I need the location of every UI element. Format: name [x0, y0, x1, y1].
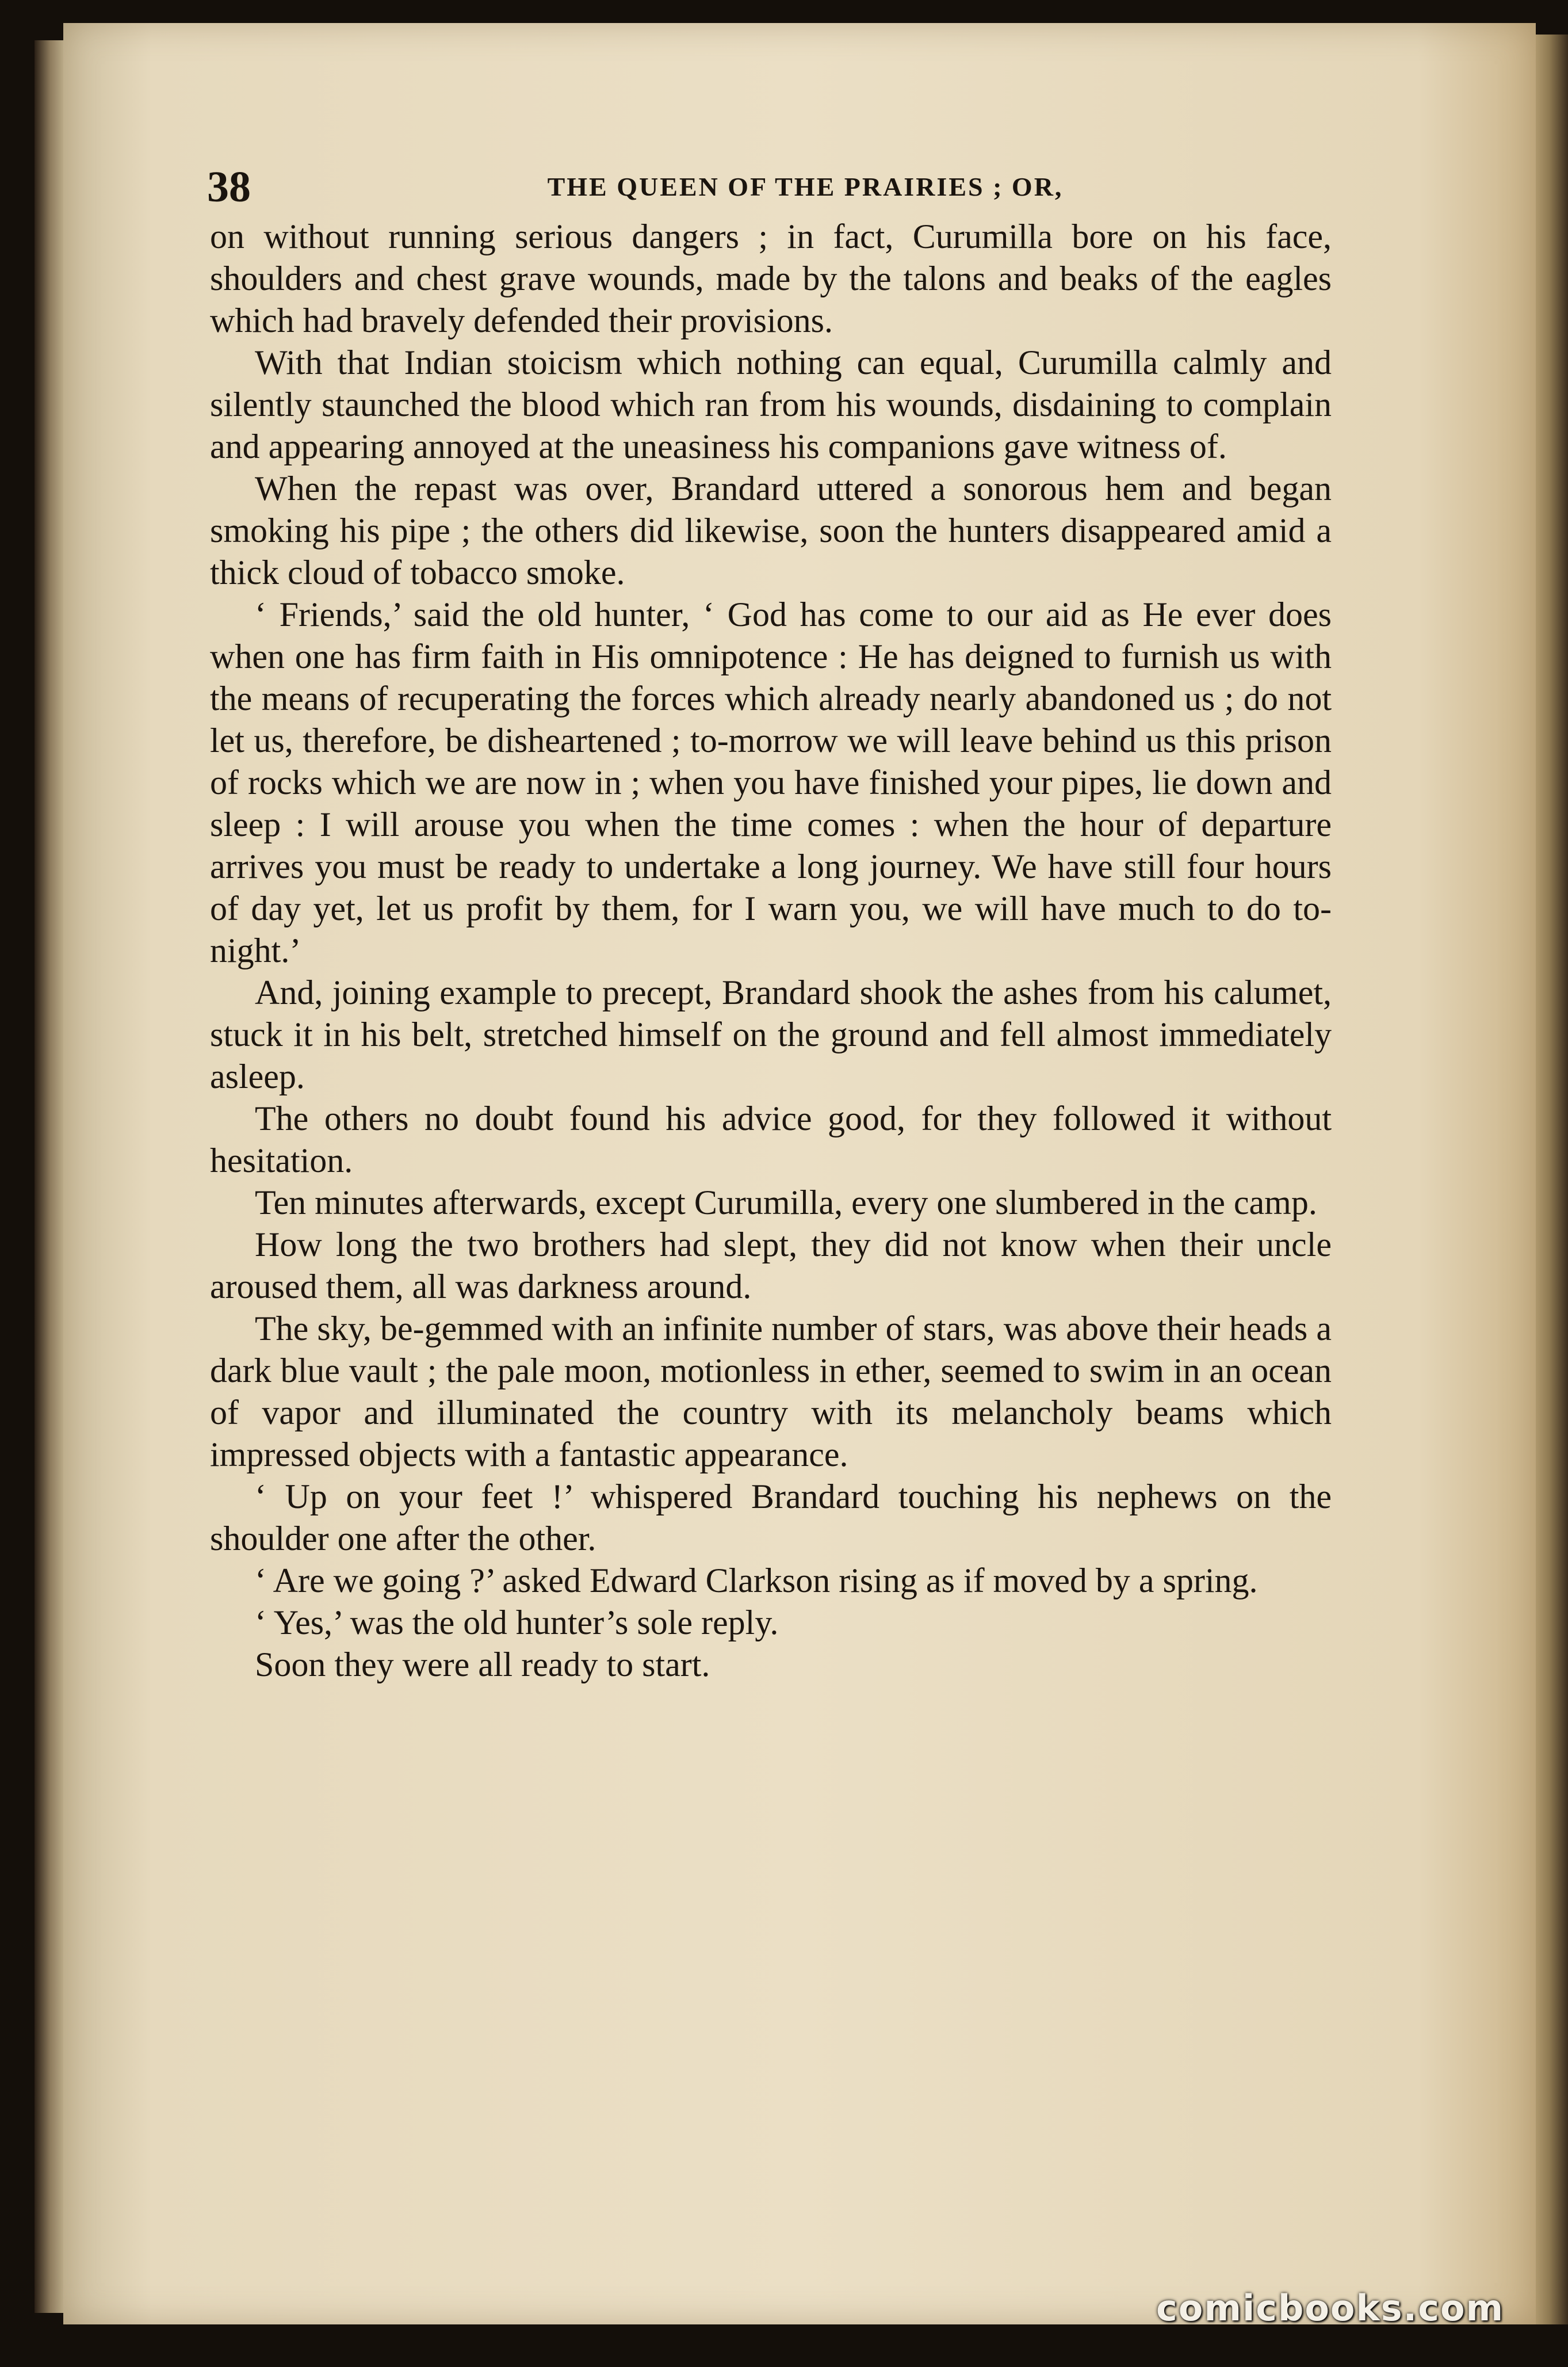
- paragraph: on without running serious dangers ; in fact, Curumilla bore on his face, shoulders and chest grave wounds, made by the talons and beaks of the eagles which had bravely defended their provisions.: [210, 217, 1332, 339]
- paragraph: The others no doubt found his advice good, for they followed it without hesitation.: [210, 1099, 1332, 1179]
- paragraph: ‘ Up on your feet !’ whispered Brandard touching his nephews on the shoulder one after the other.: [210, 1478, 1332, 1557]
- paragraph: When the repast was over, Brandard uttered a sonorous hem and began smoking his pipe ; the others did likewise, soon the hunters disappeared amid a thick cloud of tobacco smoke.: [210, 469, 1332, 591]
- page-header: [207, 155, 1403, 219]
- paragraph: Soon they were all ready to start.: [255, 1646, 710, 1683]
- paragraph: ‘ Are we going ?’ asked Edward Clarkson rising as if moved by a spring.: [255, 1562, 1258, 1599]
- body-text: [210, 216, 1332, 1686]
- paragraph: How long the two brothers had slept, they did not know when their uncle aroused them, all was darkness around.: [210, 1226, 1332, 1305]
- paragraph: ‘ Friends,’ said the old hunter, ‘ God has come to our aid as He ever does when one has firm faith in His omnipotence : He has deigned to furnish us with the means of recuperating the forces which already nearly abandoned us ; do not let us, therefore, be disheartened ; to-morrow we will leave behind us this prison of rocks which we are now in ; when you have finished your pipes, lie down and sleep : I will arouse you when the time comes : when the hour of departure arrives you must be ready to undertake a long journey. We have still four hours of day yet, let us profit by them, for I warn you, we will have much to do to-night.’: [210, 595, 1332, 969]
- page-number: 38: [207, 163, 251, 211]
- paragraph: With that Indian stoicism which nothing can equal, Curumilla calmly and silently staunched the blood which ran from his wounds, disdaining to complain and appearing annoyed at the uneasiness his companions gave witness of.: [210, 343, 1332, 465]
- paragraph: ‘ Yes,’ was the old hunter’s sole reply.: [255, 1604, 779, 1641]
- running-title: THE QUEEN OF THE PRAIRIES ; OR,: [547, 172, 1064, 201]
- site-watermark: comicbooks.com: [1156, 2287, 1505, 2329]
- paragraph: And, joining example to precept, Brandard shook the ashes from his calumet, stuck it in his belt, stretched himself on the ground and fell almost immediately asleep.: [210, 973, 1332, 1095]
- paragraph: The sky, be-gemmed with an infinite number of stars, was above their heads a dark blue vault ; the pale moon, motionless in ether, seemed to swim in an ocean of vapor and illuminated the country with its melancholy beams which impressed objects with a fantastic appearance.: [210, 1310, 1332, 1473]
- paragraph: Ten minutes afterwards, except Curumilla, every one slumbered in the camp.: [255, 1184, 1317, 1221]
